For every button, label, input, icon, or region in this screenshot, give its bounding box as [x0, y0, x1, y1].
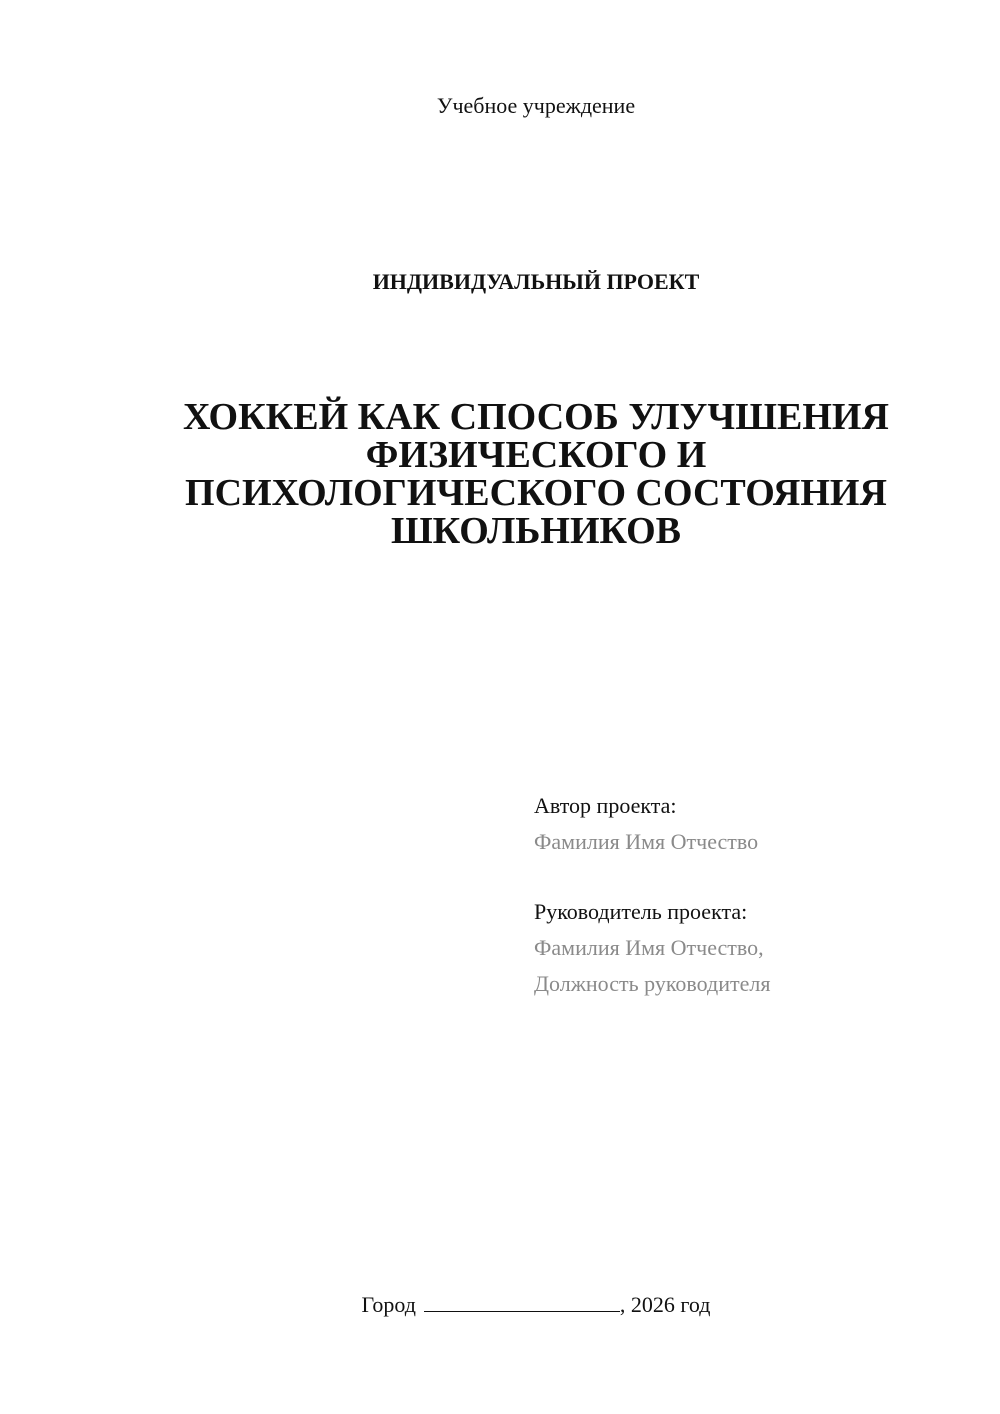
supervisor-label: Руководитель проекта: — [534, 899, 748, 924]
institution-name: Учебное учреждение — [436, 93, 636, 118]
project-title-line: ШКОЛЬНИКОВ — [390, 510, 682, 552]
city-year-line — [0, 1290, 1000, 1320]
project-title-line: ХОККЕЙ КАК СПОСОБ УЛУЧШЕНИЯ — [183, 396, 889, 438]
project-type-heading: ИНДИВИДУАЛЬНЫЙ ПРОЕКТ — [372, 269, 700, 294]
supervisor-position: Должность руководителя — [534, 971, 771, 996]
author-label: Автор проекта: — [534, 793, 677, 818]
project-title-line: ПСИХОЛОГИЧЕСКОГО СОСТОЯНИЯ — [185, 472, 887, 514]
supervisor-name: Фамилия Имя Отчество, — [534, 935, 764, 960]
project-title-line: ФИЗИЧЕСКОГО И — [365, 434, 707, 476]
project-title — [0, 398, 1000, 550]
author-block — [534, 788, 954, 860]
year-text: , 2026 год — [619, 1292, 711, 1317]
city-label: Город — [361, 1292, 416, 1317]
author-name: Фамилия Имя Отчество — [534, 829, 759, 854]
city-blank-line — [424, 1291, 620, 1312]
supervisor-block — [534, 894, 954, 1002]
